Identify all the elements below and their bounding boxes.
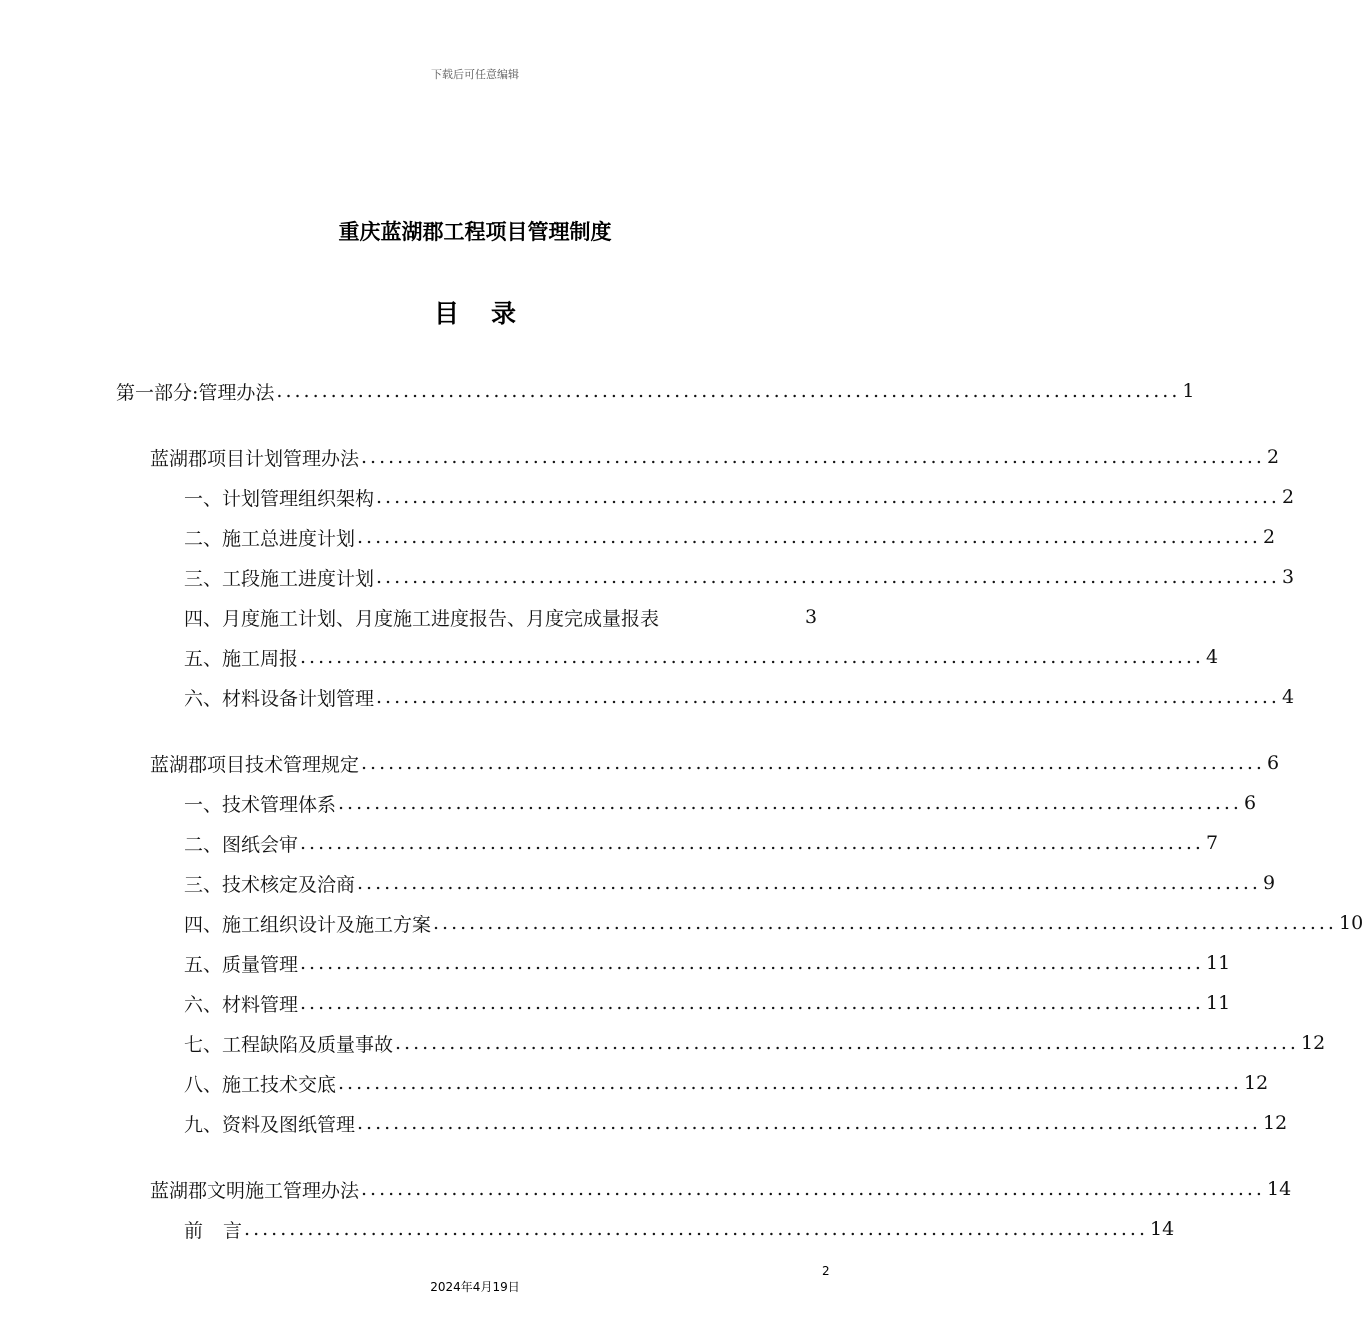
toc-leader-dots: .................................................................................................... bbox=[357, 1112, 1261, 1134]
toc-heading: 目录 bbox=[433, 299, 548, 328]
toc-leader-dots: .................................................................................................... bbox=[361, 752, 1265, 774]
document-title: 重庆蓝湖郡工程项目管理制度 bbox=[338, 220, 612, 244]
toc-entry-text: 四、施工组织设计及施工方案 bbox=[184, 913, 432, 936]
toc-leader-dots: .................................................................................................... bbox=[244, 1218, 1149, 1240]
toc-entry-section[interactable] bbox=[150, 442, 1280, 472]
toc-entry[interactable] bbox=[184, 1108, 1288, 1138]
toc-entry-page: 2 bbox=[1281, 486, 1295, 508]
toc-entry-page: 3 bbox=[1281, 566, 1295, 588]
header-note: 下载后可任意编辑 bbox=[431, 68, 519, 81]
toc-entry-page: 6 bbox=[1243, 792, 1257, 814]
toc-entry[interactable] bbox=[184, 562, 1295, 592]
toc-entry-page: 9 bbox=[1262, 872, 1276, 894]
toc-entry-text: 前 言 bbox=[184, 1219, 243, 1242]
toc-leader-dots: .................................................................................................... bbox=[300, 646, 1204, 668]
toc-leader-dots: .................................................................................................... bbox=[338, 1072, 1242, 1094]
toc-entry-page: 12 bbox=[1300, 1032, 1326, 1054]
toc-entry-page: 14 bbox=[1150, 1218, 1175, 1240]
toc-leader-dots: .................................................................................................... bbox=[276, 380, 1181, 402]
toc-entry[interactable] bbox=[184, 642, 1219, 672]
toc-entry-text: 七、工程缺陷及质量事故 bbox=[184, 1033, 394, 1056]
toc-entry-page: 14 bbox=[1266, 1178, 1292, 1200]
toc-entry-text: 蓝湖郡文明施工管理办法 bbox=[150, 1179, 360, 1202]
toc-leader-dots: .................................................................................................... bbox=[395, 1032, 1299, 1054]
toc-entry-text: 三、工段施工进度计划 bbox=[184, 567, 375, 590]
toc-entry-section[interactable] bbox=[150, 1174, 1292, 1204]
toc-entry-page: 1 bbox=[1182, 380, 1195, 402]
toc-entry[interactable] bbox=[184, 948, 1231, 978]
toc-leader-dots: .................................................................................................... bbox=[338, 792, 1242, 814]
toc-entry-text: 一、计划管理组织架构 bbox=[184, 487, 375, 510]
toc-entry[interactable] bbox=[184, 1028, 1326, 1058]
toc-entry-text: 一、技术管理体系 bbox=[184, 793, 337, 816]
toc-entry-part1[interactable] bbox=[116, 376, 1195, 406]
toc-entry[interactable] bbox=[184, 828, 1219, 858]
toc-entry-text: 八、施工技术交底 bbox=[184, 1073, 337, 1096]
toc-entry-page: 2 bbox=[1266, 446, 1280, 468]
toc-entry[interactable] bbox=[184, 682, 1295, 712]
toc-entry-text: 六、材料管理 bbox=[184, 993, 299, 1016]
toc-entry-page: 12 bbox=[1243, 1072, 1269, 1094]
toc-entry-text: 第一部分:管理办法 bbox=[116, 381, 275, 404]
toc-entry-text: 六、材料设备计划管理 bbox=[184, 687, 375, 710]
toc-entry-page: 12 bbox=[1262, 1112, 1288, 1134]
toc-entry[interactable] bbox=[184, 988, 1231, 1018]
toc-leader-dots: .................................................................................................... bbox=[300, 952, 1204, 974]
toc-entry-text: 五、质量管理 bbox=[184, 953, 299, 976]
toc-entry-page: 3 bbox=[805, 606, 818, 628]
toc-entry-text: 二、图纸会审 bbox=[184, 833, 299, 856]
toc-leader-dots: .................................................................................................... bbox=[376, 486, 1280, 508]
toc-leader-dots: .................................................................................................... bbox=[376, 566, 1280, 588]
toc-entry-text: 四、月度施工计划、月度施工进度报告、月度完成量报表 bbox=[184, 607, 660, 630]
toc-leader-dots: .................................................................................................... bbox=[376, 686, 1280, 708]
toc-entry[interactable] bbox=[184, 908, 1363, 938]
toc-entry[interactable] bbox=[184, 868, 1276, 898]
toc-entry[interactable] bbox=[184, 1214, 1175, 1244]
toc-entry-text: 三、技术核定及洽商 bbox=[184, 873, 356, 896]
toc-entry-text: 蓝湖郡项目技术管理规定 bbox=[150, 753, 360, 776]
toc-entry-section[interactable] bbox=[150, 748, 1280, 778]
toc-entry[interactable] bbox=[184, 522, 1276, 552]
toc-entry-text: 九、资料及图纸管理 bbox=[184, 1113, 356, 1136]
toc-entry-page: 6 bbox=[1266, 752, 1280, 774]
toc-leader-dots: .................................................................................................... bbox=[433, 912, 1337, 934]
toc-entry[interactable] bbox=[184, 788, 1257, 818]
toc-entry-text: 蓝湖郡项目计划管理办法 bbox=[150, 447, 360, 470]
toc-entry[interactable] bbox=[184, 1068, 1269, 1098]
toc-entry-text: 五、施工周报 bbox=[184, 647, 299, 670]
toc-leader-dots: .................................................................................................... bbox=[357, 526, 1261, 548]
toc-entry[interactable] bbox=[184, 602, 824, 632]
toc-entry-page: 4 bbox=[1281, 686, 1295, 708]
toc-leader-dots: .................................................................................................... bbox=[300, 992, 1204, 1014]
toc-entry-page: 10 bbox=[1338, 912, 1363, 934]
toc-entry-page: 11 bbox=[1205, 952, 1231, 974]
toc-entry-page: 2 bbox=[1262, 526, 1276, 548]
toc-entry-page: 11 bbox=[1205, 992, 1231, 1014]
toc-leader-dots: .................................................................................................... bbox=[361, 1178, 1265, 1200]
toc-entry-text: 二、施工总进度计划 bbox=[184, 527, 356, 550]
toc-entry[interactable] bbox=[184, 482, 1295, 512]
toc-entry-page: 4 bbox=[1205, 646, 1219, 668]
toc-leader-dots: .................................................................................................... bbox=[361, 446, 1265, 468]
toc-entry-page: 7 bbox=[1205, 832, 1219, 854]
toc-leader-dots: .................................................................................................... bbox=[357, 872, 1261, 894]
toc-leader-dots: .................................................................................................... bbox=[300, 832, 1204, 854]
footer-date: 2024年4月19日 bbox=[430, 1280, 520, 1294]
page-number: 2 bbox=[822, 1264, 830, 1278]
